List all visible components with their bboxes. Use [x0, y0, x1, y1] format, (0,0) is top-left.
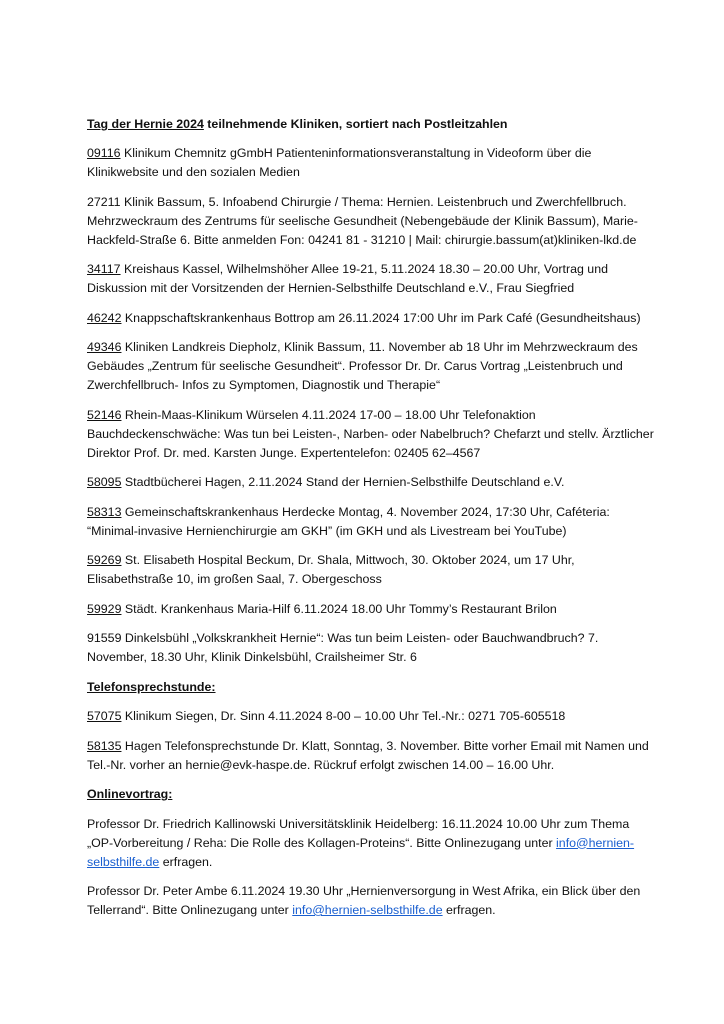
- online-entry: [87, 882, 654, 920]
- clinic-entry: [87, 144, 654, 182]
- entry-text: Professor Dr. Peter Ambe 6.11.2024 19.30 Uhr „Hernienversorgung in West Afrika, ein Blick über den Tellerrand“. Bitte Onlinezugang unter: [87, 884, 641, 917]
- entry-text: Knappschaftskrankenhaus Bottrop am 26.11.2024 17:00 Uhr im Park Café (Gesundheitshaus): [121, 310, 641, 325]
- clinic-entry: [87, 551, 654, 589]
- clinic-entry: [87, 473, 654, 492]
- clinic-entry: [87, 260, 654, 298]
- phone-entry: [87, 707, 654, 726]
- email-link[interactable]: info@hernien-selbsthilfe.de: [87, 835, 635, 869]
- section-heading-phone: Telefonsprechstunde:: [87, 679, 216, 694]
- entry-text: Gemeinschaftskrankenhaus Herdecke Montag, 4. November 2024, 17:30 Uhr, Caféteria: “Minimal-invasive Hernienchirurgie am GKH” (im GKH und als Livestream bei YouTube): [87, 504, 610, 538]
- title-event-name: Tag der Hernie 2024: [87, 117, 204, 131]
- clinic-entry: [87, 600, 654, 619]
- postal-code: 58095: [87, 475, 122, 489]
- entry-text: Klinikum Siegen, Dr. Sinn 4.11.2024 8-00 – 10.00 Uhr Tel.-Nr.: 0271 705-605518: [121, 709, 566, 723]
- entry-text: Klinik Bassum, 5. Infoabend Chirurgie / Thema: Hernien. Leistenbruch und Zwerchfellbruch. Mehrzweckraum des Zentrums für seelische Gesundheit (Nebengebäude der Klinik Bassum), Marie-Hackfeld-Straße 6. Bitte anmelden Fon: 04241 81 - 31210 | Mail: chirurgie.bassum(at)kliniken-lkd.de: [87, 194, 638, 247]
- postal-code: 91559: [87, 631, 122, 645]
- clinic-entry: [87, 406, 654, 463]
- entry-text: Klinikum Chemnitz gGmbH Patienteninformationsveranstaltung in Videoform über die Klinikwebsite und den sozialen Medien: [87, 146, 592, 179]
- title-subtitle: teilnehmende Kliniken, sortiert nach Postleitzahlen: [203, 117, 508, 131]
- postal-code: 52146: [87, 407, 122, 422]
- entry-text: Stadtbücherei Hagen, 2.11.2024 Stand der Hernien-Selbsthilfe Deutschland e.V.: [121, 475, 565, 489]
- entry-text: Dinkelsbühl „Volkskrankheit Hernie“: Was tun beim Leisten- oder Bauchwandbruch? 7. November, 18.30 Uhr, Klinik Dinkelsbühl, Crailsheimer Str. 6: [87, 631, 599, 664]
- entry-text-tail: erfragen.: [442, 903, 496, 917]
- email-link[interactable]: info@hernien-selbsthilfe.de: [292, 903, 443, 917]
- clinic-entry: [87, 193, 654, 250]
- entry-text: Städt. Krankenhaus Maria-Hilf 6.11.2024 18.00 Uhr Tommy’s Restaurant Brilon: [121, 601, 557, 616]
- entry-text: Kliniken Landkreis Diepholz, Klinik Bassum, 11. November ab 18 Uhr im Mehrzweckraum des Gebäudes „Zentrum für seelische Gesundheit“. Professor Dr. Dr. Carus Vortrag „Leistenbruch und Zwerchfellbruch- Infos zu Symptomen, Diagnostik und Therapie“: [87, 340, 638, 392]
- postal-code: 58313: [87, 504, 122, 519]
- entry-text: St. Elisabeth Hospital Beckum, Dr. Shala, Mittwoch, 30. Oktober 2024, um 17 Uhr, Elisabethstraße 10, im großen Saal, 7. Obergeschoss: [87, 553, 575, 586]
- postal-code: 49346: [87, 340, 122, 354]
- postal-code: 58135: [87, 738, 122, 753]
- postal-code: 46242: [87, 310, 122, 325]
- postal-code: 59269: [87, 553, 122, 567]
- entry-text: Professor Dr. Friedrich Kallinowski Universitätsklinik Heidelberg: 16.11.2024 10.00 Uhr zum Thema „OP-Vorbereitung / Reha: Die Rolle des Kollagen-Proteins“. Bitte Onlinezugang unter: [87, 816, 630, 850]
- phone-entry: [87, 737, 654, 775]
- entry-text: Hagen Telefonsprechstunde Dr. Klatt, Sonntag, 3. November. Bitte vorher Email mit Namen und Tel.-Nr. vorher an hernie@evk-haspe.de. Rückruf erfolgt zwischen 14.00 – 16.00 Uhr.: [87, 738, 649, 772]
- section-heading-online: Onlinevortrag:: [87, 787, 173, 801]
- postal-code: 27211: [87, 194, 121, 209]
- entry-text-tail: erfragen.: [159, 854, 213, 869]
- postal-code: 59929: [87, 601, 122, 616]
- clinic-entry: [87, 309, 654, 328]
- entry-text: Rhein-Maas-Klinikum Würselen 4.11.2024 17-00 – 18.00 Uhr Telefonaktion Bauchdeckenschwäche: Was tun bei Leisten-, Narben- oder Nabelbruch? Chefarzt und stellv. Ärztlicher Direktor Prof. Dr. med. Karsten Junge. Expertentelefon: 02405 62–4567: [87, 407, 654, 460]
- clinic-entry: [87, 629, 654, 667]
- clinic-entry: [87, 503, 654, 541]
- postal-code: 09116: [87, 146, 121, 160]
- postal-code: 57075: [87, 709, 122, 723]
- postal-code: 34117: [87, 262, 121, 276]
- clinic-entry: [87, 338, 654, 395]
- page-title: [87, 115, 654, 134]
- entry-text: Kreishaus Kassel, Wilhelmshöher Allee 19-21, 5.11.2024 18.30 – 20.00 Uhr, Vortrag und Diskussion mit der Vorsitzenden der Hernien-Selbsthilfe Deutschland e.V., Frau Siegfried: [87, 262, 608, 295]
- online-entry: [87, 815, 654, 872]
